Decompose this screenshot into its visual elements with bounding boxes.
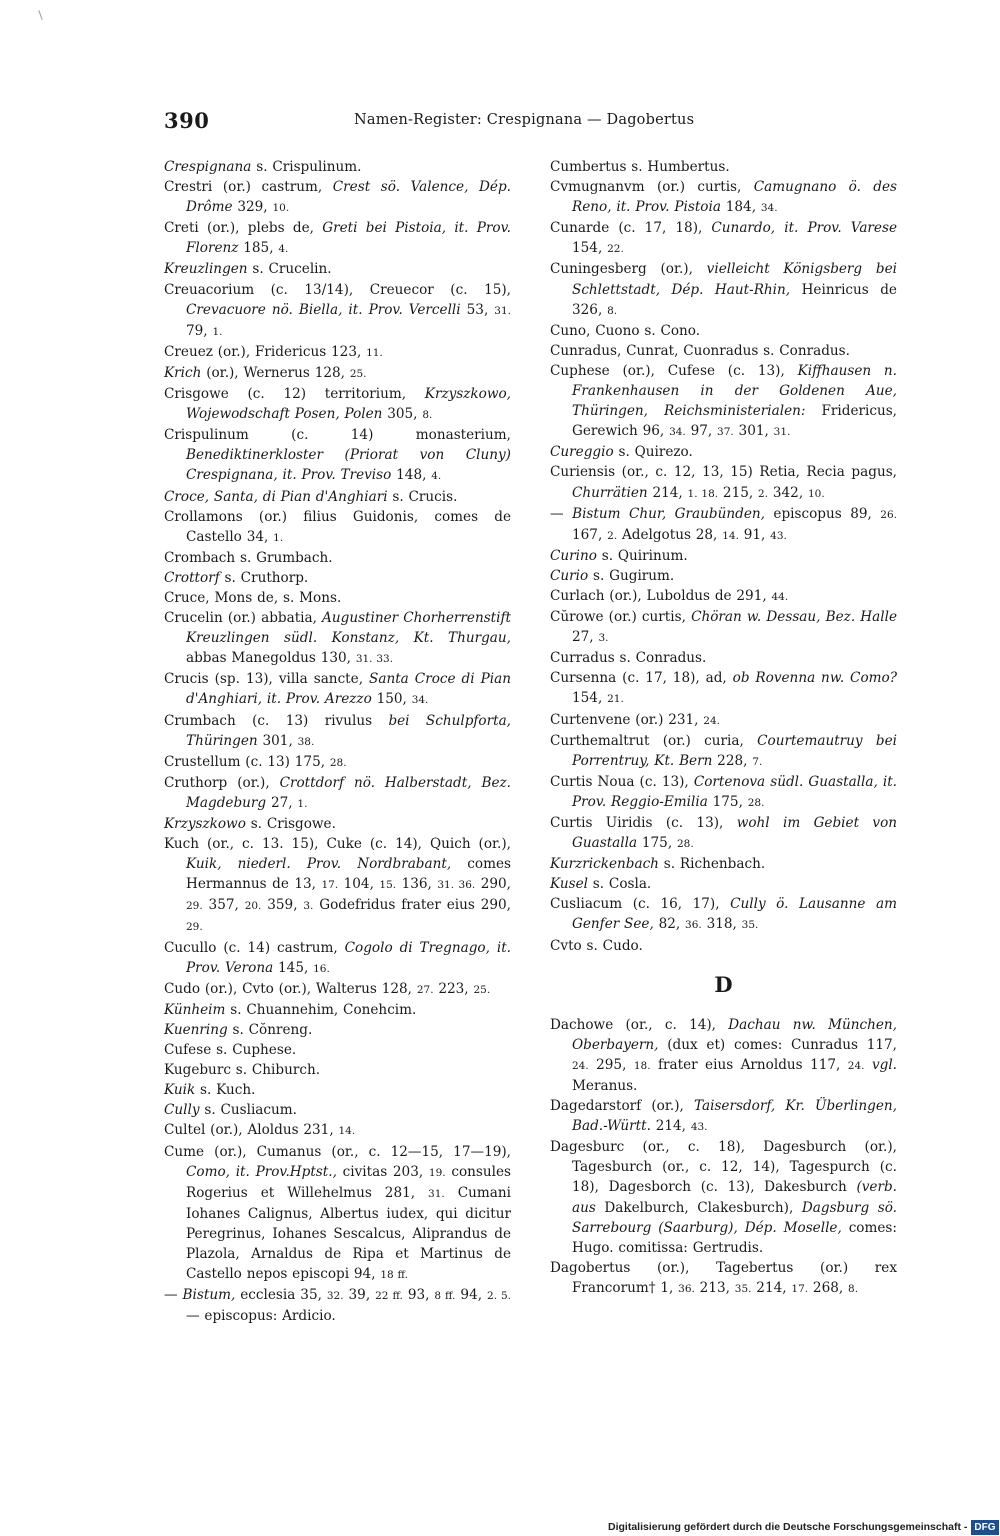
index-entry: Curradus s. Conradus. — [550, 650, 707, 667]
index-entry: Crumbach (c. 13) rivulus bei Schulpforta, Thüringen 301, 38. — [164, 712, 511, 749]
index-entry: Creuez (or.), Fridericus 123, 11. — [164, 343, 383, 360]
index-entry: Curtis Uiridis (c. 13), wohl im Gebiet von Guastalla 175, 28. — [550, 815, 898, 852]
index-entry: Cumbertus s. Humbertus. — [550, 159, 730, 175]
index-entry: Dagesburc (or., c. 18), Dagesburch (or.), Tagesburch (or., c. 12, 14), Tagespurch (c. 18), Dagesborch (c. 13), Dakesburch (verb. aus Dakelburch, Clakesburch), Dagsburg sö. Sarrebourg (Saarburg), Dép. Moselle, comes: Hugo. comitissa: Gertrudis. — [550, 1139, 897, 1256]
index-entry: Künheim s. Chuannehim, Conehcim. — [164, 1001, 417, 1018]
index-entry: Crisgowe (c. 12) territorium, Krzyszkowo, Wojewodschaft Posen, Polen 305, 8. — [164, 386, 511, 423]
index-entry: Dachowe (or., c. 14), Dachau nw. München, Oberbayern, (dux et) comes: Cunradus 117, 24. 295, 18. frater eius Arnoldus 117, 24. vgl. Meranus. — [550, 1016, 898, 1094]
index-entry: Crucelin (or.) abbatia, Augustiner Chorherrenstift Kreuzlingen südl. Konstanz, Kt. Thurgau, abbas Manegoldus 130, 31. 33. — [164, 610, 511, 667]
index-entry: — Bistum, ecclesia 35, 32. 39, 22 ff. 93, 8 ff. 94, 2. 5. — episcopus: Ardicio. — [164, 1287, 512, 1325]
index-entry: Cufese s. Cuphese. — [164, 1042, 297, 1059]
index-entry: Crombach s. Grumbach. — [164, 549, 333, 566]
right-column-c-entries — [550, 157, 897, 956]
index-entry: Cvmugnanvm (or.) curtis, Camugnano ö. des Reno, it. Prov. Pistoia 184, 34. — [550, 179, 897, 216]
index-entry: Kreuzlingen s. Crucelin. — [164, 261, 332, 278]
index-entry: Kuch (or., c. 13. 15), Cuke (c. 14), Quich (or.), Kuik, niederl. Prov. Nordbrabant, comes Hermannus de 13, 17. 104, 15. 136, 31. 36. 290, 29. 357, 20. 359, 3. Godefridus frater eius 290, 29. — [164, 836, 512, 934]
right-column — [550, 157, 897, 1299]
index-entry: Dagobertus (or.), Tagebertus (or.) rex Francorum† 1, 36. 213, 35. 214, 17. 268, 8. — [550, 1259, 897, 1296]
page-number: 390 — [164, 108, 210, 133]
index-entry: Cultel (or.), Aloldus 231, 14. — [164, 1122, 356, 1139]
index-entry: Kugeburc s. Chiburch. — [164, 1062, 321, 1079]
index-entry: Crottorf s. Cruthorp. — [164, 569, 309, 586]
index-entry: Cuphese (or.), Cufese (c. 13), Kiffhausen n. Frankenhausen in der Goldenen Aue, Thüringen, Reichsministerialen: Fridericus, Gerewich 96, 34. 97, 37. 301, 31. — [550, 362, 898, 440]
footer — [608, 1519, 999, 1535]
index-entry: — Bistum Chur, Graubünden, episcopus 89, 26. 167, 2. Adelgotus 28, 14. 91, 43. — [550, 505, 897, 543]
dfg-logo: DFG — [971, 1520, 998, 1535]
index-entry: Cunradus, Cunrat, Cuonradus s. Conradus. — [550, 342, 850, 359]
index-entry: Crucis (sp. 13), villa sancte, Santa Croce di Pian d'Anghiari, it. Prov. Arezzo 150, 34. — [164, 671, 511, 708]
index-entry: Cruce, Mons de, s. Mons. — [164, 589, 342, 606]
index-entry: Creuacorium (c. 13/14), Creuecor (c. 15), Crevacuore nö. Biella, it. Prov. Vercelli 53, 31. 79, 1. — [164, 281, 511, 339]
index-entry: Cucullo (c. 14) castrum, Cogolo di Tregnago, it. Prov. Verona 145, 16. — [164, 939, 511, 976]
index-entry: Cusliacum (c. 16, 17), Cully ö. Lausanne am Genfer See, 82, 36. 318, 35. — [550, 896, 897, 933]
index-entry: Croce, Santa, di Pian d'Anghiari s. Crucis. — [164, 488, 458, 505]
index-entry: Curio s. Gugirum. — [550, 567, 675, 584]
right-column-d-entries — [550, 1015, 897, 1299]
index-entry: Dagedarstorf (or.), Taisersdorf, Kr. Überlingen, Bad.-Württ. 214, 43. — [550, 1098, 897, 1135]
index-entry: Cursenna (c. 17, 18), ad, ob Rovenna nw. Como? 154, 21. — [550, 670, 897, 707]
left-column — [164, 157, 511, 1326]
index-entry: Curlach (or.), Luboldus de 291, 44. — [550, 587, 789, 604]
index-entry: Cunarde (c. 17, 18), Cunardo, it. Prov. Varese 154, 22. — [550, 220, 897, 257]
index-entry: Kusel s. Cosla. — [550, 876, 652, 893]
index-entry: Kuik s. Kuch. — [164, 1082, 256, 1099]
index-entry: Cureggio s. Quirezo. — [550, 444, 693, 461]
index-entry: Curthemaltrut (or.) curia, Courtemautruy bei Porrentruy, Kt. Bern 228, 7. — [550, 732, 897, 769]
index-entry: Cully s. Cusliacum. — [164, 1102, 297, 1119]
index-entry: Krzyszkowo s. Crisgowe. — [164, 816, 336, 832]
index-entry: Kurzrickenbach s. Richenbach. — [550, 856, 766, 873]
index-entry: Curtis Noua (c. 13), Cortenova südl. Guastalla, it. Prov. Reggio-Emilia 175, 28. — [550, 773, 897, 810]
scan-mark — [38, 10, 42, 20]
index-entry: Curiensis (or., c. 12, 13, 15) Retia, Recia pagus, Churrätien 214, 1. 18. 215, 2. 342, 10. — [550, 464, 897, 501]
index-entry: Cvto s. Cudo. — [550, 937, 643, 954]
page-header — [164, 108, 724, 138]
funding-text: Digitalisierung gefördert durch die Deutsche Forschungsgemeinschaft - — [608, 1521, 968, 1533]
index-entry: Crispulinum (c. 14) monasterium, Benediktinerkloster (Priorat von Cluny) Crespignana, it. Prov. Treviso 148, 4. — [164, 427, 511, 484]
running-title: Namen-Register: Crespignana — Dagobertus — [354, 112, 695, 128]
index-entry: Cuno, Cuono s. Cono. — [550, 322, 701, 339]
index-entry: Creti (or.), plebs de, Greti bei Pistoia, it. Prov. Florenz 185, 4. — [164, 220, 511, 257]
index-entry: Crespignana s. Crispulinum. — [164, 159, 362, 175]
index-entry: Cudo (or.), Cvto (or.), Walterus 128, 27. 223, 25. — [164, 980, 491, 997]
section-letter-d: D — [714, 971, 733, 997]
index-entry: Cruthorp (or.), Crottdorf nö. Halberstadt, Bez. Magdeburg 27, 1. — [164, 774, 511, 811]
index-entry: Crustellum (c. 13) 175, 28. — [164, 753, 347, 770]
index-entry: Cuningesberg (or.), vielleicht Königsberg bei Schlettstadt, Dép. Haut-Rhin, Heinricus de 326, 8. — [550, 261, 897, 318]
index-entry: Cŭrowe (or.) curtis, Chöran w. Dessau, Bez. Halle 27, 3. — [550, 609, 897, 646]
index-entry: Curino s. Quirinum. — [550, 547, 688, 564]
index-entry: Crestri (or.) castrum, Crest sö. Valence, Dép. Drôme 329, 10. — [164, 179, 511, 216]
index-entry: Crollamons (or.) filius Guidonis, comes de Castello 34, 1. — [164, 508, 511, 545]
index-entry: Curtenvene (or.) 231, 24. — [550, 711, 720, 728]
index-entry: Kuenring s. Cŏnreng. — [164, 1021, 313, 1038]
index-entry: Cume (or.), Cumanus (or., c. 12—15, 17—19), Como, it. Prov.Hptst., civitas 203, 19. consules Rogerius et Willehelmus 281, 31. Cumani Iohanes Calignus, Albertus iudex, qui dicitur Peregrinus, Iohanes Sescalcus, Aliprandus de Plazola, Arnaldus de Ripa et Martinus de Castello nepos episcopi 94, 18 ff. — [164, 1143, 511, 1283]
index-entry: Krich (or.), Wernerus 128, 25. — [164, 364, 367, 381]
